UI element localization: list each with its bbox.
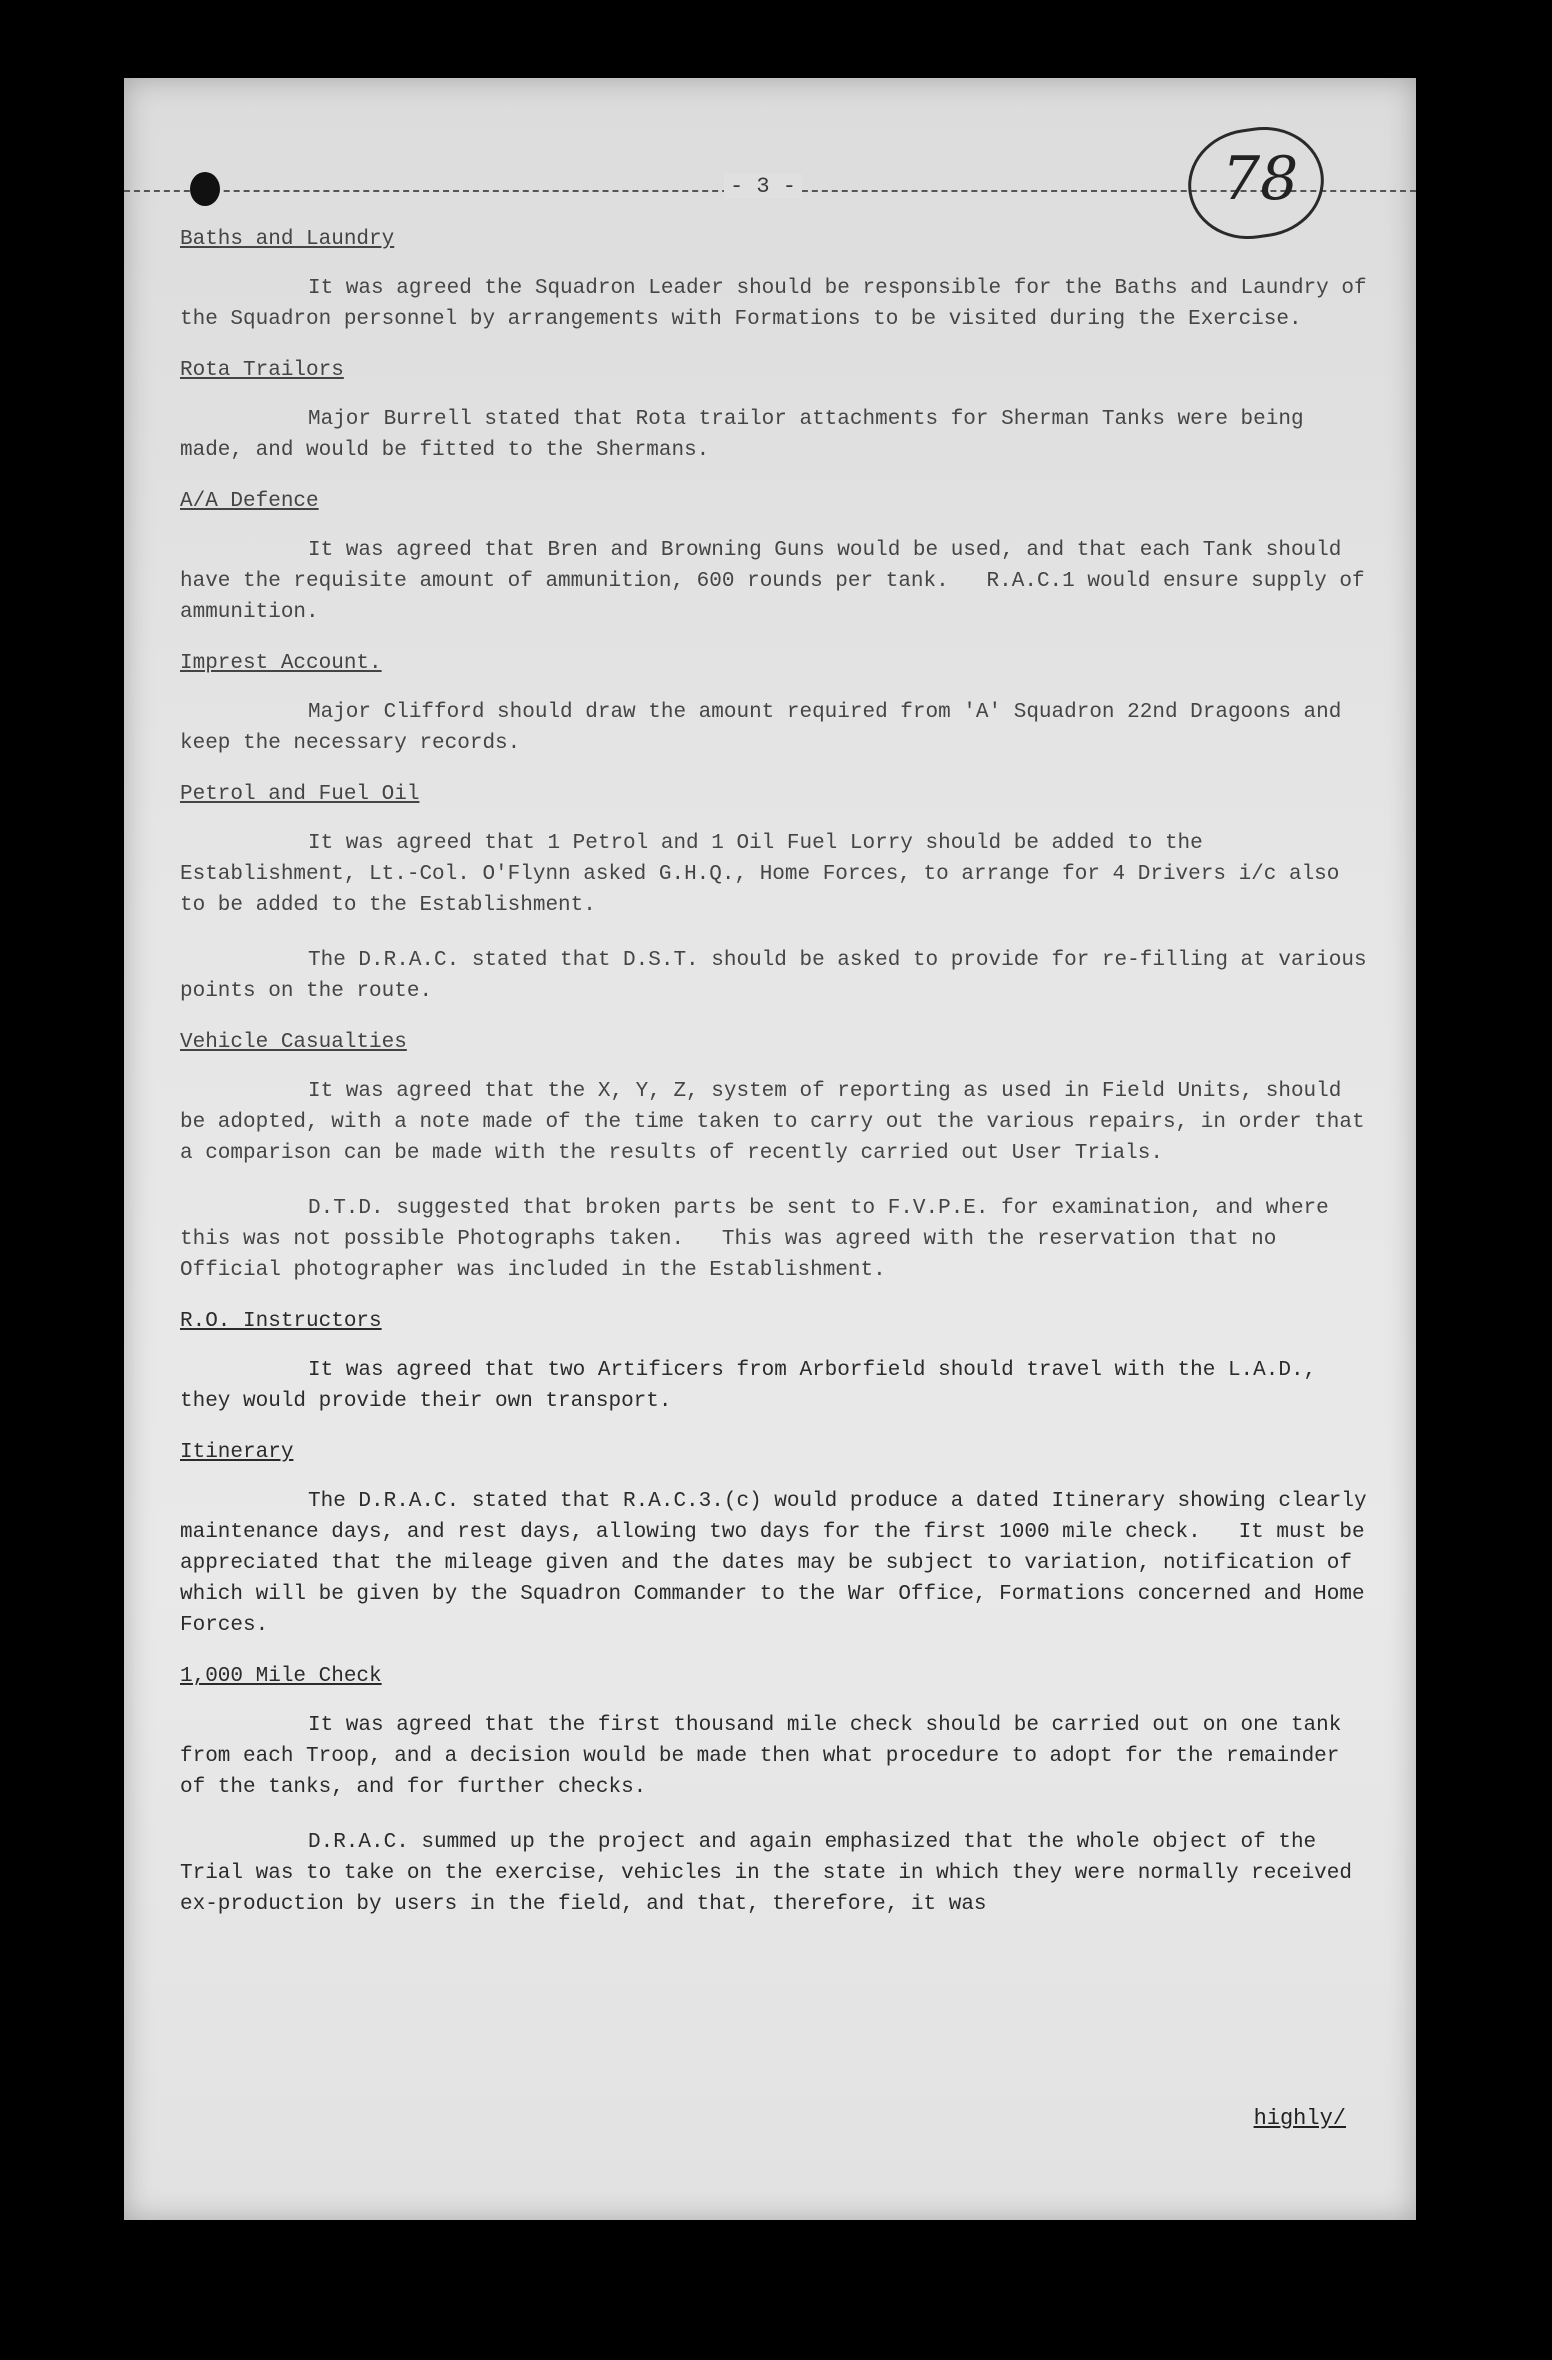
document-page — [124, 78, 1416, 2220]
paragraph: D.T.D. suggested that broken parts be sent to F.V.P.E. for examination, and where this was not possible Photographs taken. This was agreed with the reservation that no Official photographer was included in the Establishment. — [180, 1197, 1342, 1282]
section-ro-instructors — [180, 1310, 1370, 1417]
page-number: - 3 - — [724, 174, 802, 199]
section-petrol-and-fuel-oil — [180, 783, 1380, 1007]
section-heading: 1,000 Mile Check — [180, 1665, 382, 1688]
paragraph: It was agreed that two Artificers from Arborfield should travel with the L.A.D., they would provide their own transport. — [180, 1359, 1329, 1413]
section-heading: Baths and Laundry — [180, 228, 395, 251]
section-heading: Itinerary — [180, 1441, 294, 1464]
paragraph: Major Clifford should draw the amount required from 'A' Squadron 22nd Dragoons and keep the necessary records. — [180, 701, 1354, 755]
section-aa-defence — [180, 490, 1378, 628]
section-heading: R.O. Instructors — [180, 1310, 382, 1333]
section-heading: A/A Defence — [180, 490, 319, 513]
punch-hole — [190, 172, 220, 206]
section-heading: Imprest Account. — [180, 652, 382, 675]
paragraph: It was agreed that the first thousand mile check should be carried out on one tank from each Troop, and a decision would be made then what procedure to adopt for the remainder of the tanks, and for further checks. — [180, 1714, 1354, 1799]
section-imprest-account — [180, 652, 1370, 759]
catchword: highly/ — [1253, 2106, 1346, 2131]
section-heading: Vehicle Casualties — [180, 1031, 407, 1054]
paragraph: It was agreed that 1 Petrol and 1 Oil Fuel Lorry should be added to the Establishment, Lt.-Col. O'Flynn asked G.H.Q., Home Forces, to arrange for 4 Drivers i/c also to be added to the Establishment. — [180, 832, 1352, 917]
section-heading: Rota Trailors — [180, 359, 344, 382]
paragraph: Major Burrell stated that Rota trailor attachments for Sherman Tanks were being made, and would be fitted to the Shermans. — [180, 408, 1317, 462]
paragraph: The D.R.A.C. stated that D.S.T. should be asked to provide for re-filling at various points on the route. — [180, 949, 1380, 1003]
section-vehicle-casualties — [180, 1031, 1378, 1286]
section-rota-trailors — [180, 359, 1370, 466]
paragraph: It was agreed that the X, Y, Z, system of reporting as used in Field Units, should be adopted, with a note made of the time taken to carry out the various repairs, in order that a comparison can be made with the results of recently carried out User Trials. — [180, 1080, 1378, 1165]
document-body — [180, 228, 1380, 1944]
paragraph: D.R.A.C. summed up the project and again emphasized that the whole object of the Trial was to take on the exercise, vehicles in the state in which they were normally received ex-production by users in the field, and that, therefore, it was — [180, 1831, 1365, 1916]
section-heading: Petrol and Fuel Oil — [180, 783, 420, 806]
section-1000-mile-check — [180, 1665, 1370, 1920]
paragraph: The D.R.A.C. stated that R.A.C.3.(c) would produce a dated Itinerary showing clearly maintenance days, and rest days, allowing two days for the first 1000 mile check. It must be appreciated that the mileage given and the dates may be subject to variation, notification of which will be given by the Squadron Commander to the War Office, Formations concerned and Home Forces. — [180, 1490, 1380, 1637]
folio-number: 78 — [1222, 144, 1299, 214]
section-baths-and-laundry — [180, 228, 1380, 335]
section-itinerary — [180, 1441, 1380, 1641]
paragraph: It was agreed that Bren and Browning Guns would be used, and that each Tank should have the requisite amount of ammunition, 600 rounds per tank. R.A.C.1 would ensure supply of ammunition. — [180, 539, 1378, 624]
paragraph: It was agreed the Squadron Leader should be responsible for the Baths and Laundry of the Squadron personnel by arrangements with Formations to be visited during the Exercise. — [180, 277, 1380, 331]
